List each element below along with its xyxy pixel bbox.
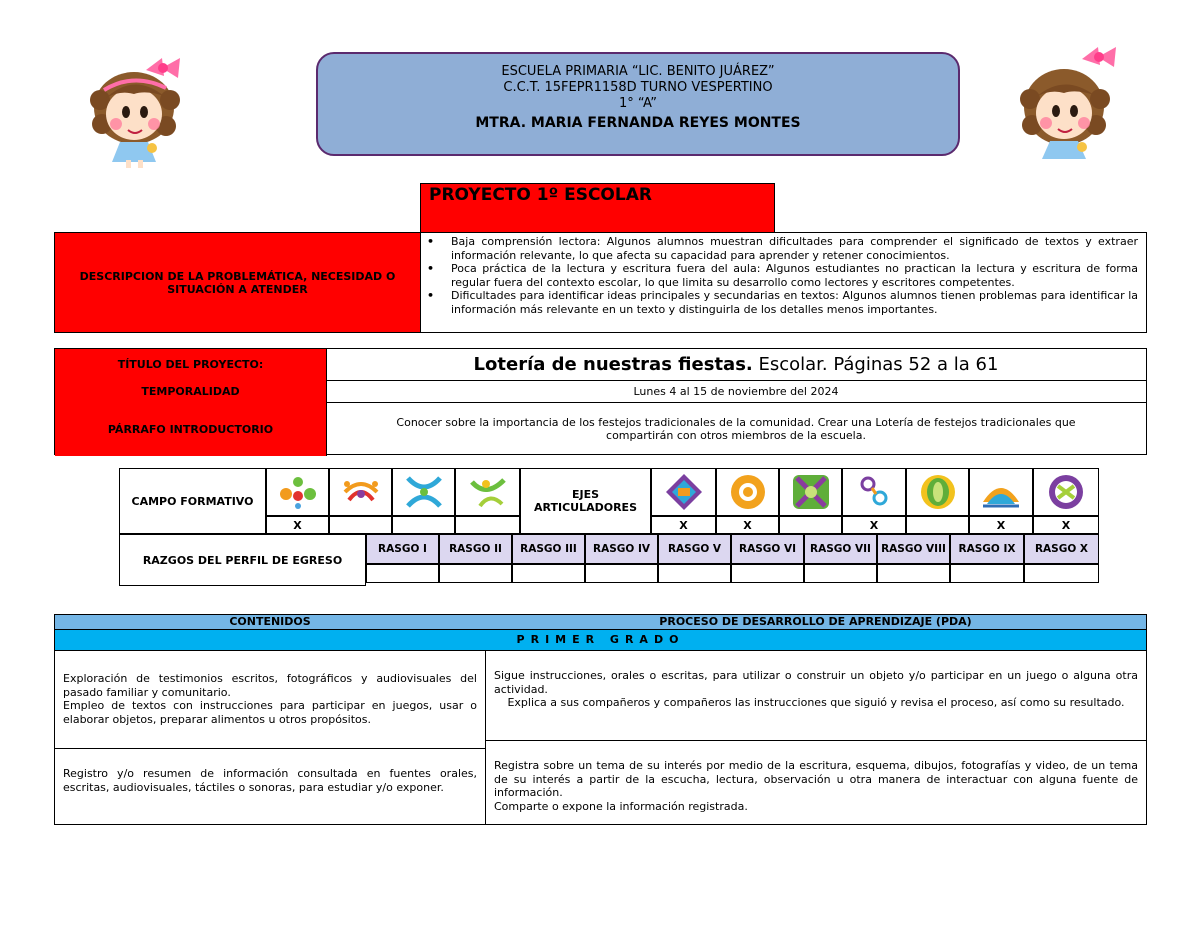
pda-1-a: Sigue instrucciones, orales o escritas, para utilizar o construir un objeto y/o participar en un juego o alguna otra actividad. [494,669,1138,696]
rasgo-cell [731,564,804,583]
project-name-rest: Escolar. Páginas 52 a la 61 [752,354,999,375]
pda-1 [486,669,1146,710]
pda-2 [486,759,1146,813]
campo-mark-etica [392,516,455,534]
school-cct: C.C.T. 15FEPR1158D TURNO VESPERTINO [503,80,773,95]
inclusion-icon [651,468,716,516]
pda-header: PROCESO DE DESARROLLO DE APRENDIZAJE (PDA) [485,615,1146,630]
parrafo-value: Conocer sobre la importancia de los festejos tradicionales de la comunidad. Crear una Lotería de festejos tradicionales que compartirán con otros miembros de la escuela. [396,416,1076,442]
school-name: ESCUELA PRIMARIA “LIC. BENITO JUÁREZ” [501,64,775,79]
title-row [55,349,1146,381]
girl-illustration-left [86,50,196,170]
rasgo-header: RASGO VII [804,534,877,564]
grado-banner: PRIMER GRADO [55,630,1146,651]
parrafo-label: PÁRRAFO INTRODUCTORIO [55,402,327,456]
artes-icon [1033,468,1099,516]
title-label: TÍTULO DEL PROYECTO: [55,349,327,380]
lenguajes-icon [266,468,329,516]
humano-icon [455,468,520,516]
contenido-2: Registro y/o resumen de información consultada en fuentes orales, escritas, audiovisuales, táctiles o sonoras, para estudiar y/o exponer. [63,767,477,794]
problem-bullet: • Baja comprensión lectora: Algunos alumnos muestran dificultades para comprender el significado de textos y extraer información relevante, lo que afecta su capacidad para aprender y retener conocimientos. [451,235,1138,262]
contenido-1: Exploración de testimonios escritos, fotográficos y audiovisuales del pasado familiar y comunitario. Empleo de textos con instrucciones para participar en juegos, usar o elaborar objetos, preparar alimentos u otros propósitos. [63,672,477,726]
eje-mark-interculturalidad [779,516,842,534]
row-divider-left [55,748,485,749]
school-grade: 1° “A” [619,96,657,111]
temporalidad-value: Lunes 4 al 15 de noviembre del 2024 [633,384,839,398]
rasgo-cell [512,564,585,583]
eje-mark-inclusion: X [651,516,716,534]
pda-2-b: Comparte o expone la información registrada. [494,799,748,813]
campo-mark-saberes [329,516,392,534]
vida-saludable-icon [906,468,969,516]
row-divider-right [485,740,1146,741]
rasgo-header: RASGO VIII [877,534,950,564]
rasgo-header: RASGO II [439,534,512,564]
pda-2-a: Registra sobre un tema de su interés por medio de la escritura, esquema, dibujos, fotografías y video, de un tema de su interés a partir de la escucha, lectura, observación u otra manera de interactuar con alguna fuente de información. [494,759,1138,799]
rasgo-cell [658,564,731,583]
temporalidad-label: TEMPORALIDAD [55,380,327,402]
pensamiento-critico-icon [716,468,779,516]
project-info-table [54,348,1147,455]
rasgo-cell [950,564,1024,583]
eje-mark-igualdad: X [842,516,906,534]
rasgo-cell [439,564,512,583]
campo-formativo-table [119,468,1099,586]
etica-icon [392,468,455,516]
rasgo-cell [877,564,950,583]
eje-mark-artes: X [1033,516,1099,534]
temporalidad-row [55,380,1146,403]
project-name [326,349,1146,380]
ejes-label: EJES ARTICULADORES [520,468,651,534]
saberes-icon [329,468,392,516]
campo-mark-lenguajes: X [266,516,329,534]
contenidos-table [54,614,1147,825]
problem-table [54,232,1147,333]
perfil-egreso-label: RAZGOS DEL PERFIL DE EGRESO [119,534,366,586]
teacher-name: MTRA. MARIA FERNANDA REYES MONTES [475,115,801,131]
problem-label: DESCRIPCION DE LA PROBLEMÁTICA, NECESIDAD O SITUACIÓN A ATENDER [55,233,421,332]
project-title: PROYECTO 1º ESCOLAR [420,183,775,233]
igualdad-genero-icon [842,468,906,516]
interculturalidad-icon [779,468,842,516]
school-header-box [316,52,960,156]
rasgo-header: RASGO III [512,534,585,564]
eje-mark-vida-saludable [906,516,969,534]
rasgo-header: RASGO VI [731,534,804,564]
rasgo-cell [804,564,877,583]
campo-mark-humano [455,516,520,534]
campo-label: CAMPO FORMATIVO [119,468,266,534]
eje-mark-lectura: X [969,516,1033,534]
rasgo-header: RASGO V [658,534,731,564]
problem-bullet: • Poca práctica de la lectura y escritura fuera del aula: Algunos estudiantes no practican la lectura y escritura de forma regular fuera del contexto escolar, lo que limita su desarrollo como lectores y escritores competentes. [451,262,1138,289]
rasgo-header: RASGO X [1024,534,1099,564]
lectura-icon [969,468,1033,516]
parrafo-row [55,402,1146,456]
pda-1-b: Explica a sus compañeros y compañeros las instrucciones que siguió y revisa el proceso, así como su resultado. [507,696,1125,709]
problem-bullet: • Dificultades para identificar ideas principales y secundarias en textos: Algunos alumnos tienen problemas para identificar la información más relevante en un texto y distinguirla de los detalles menos importantes. [451,289,1138,316]
rasgo-header: RASGO I [366,534,439,564]
contenidos-header: CONTENIDOS [55,615,486,630]
rasgo-cell [1024,564,1099,583]
rasgo-header: RASGO IX [950,534,1024,564]
rasgo-cell [366,564,439,583]
rasgo-cell [585,564,658,583]
eje-mark-pensamiento: X [716,516,779,534]
project-name-bold: Lotería de nuestras fiestas. [473,354,753,375]
girl-illustration-right [1012,45,1122,165]
rasgo-header: RASGO IV [585,534,658,564]
problem-description [421,233,1146,332]
